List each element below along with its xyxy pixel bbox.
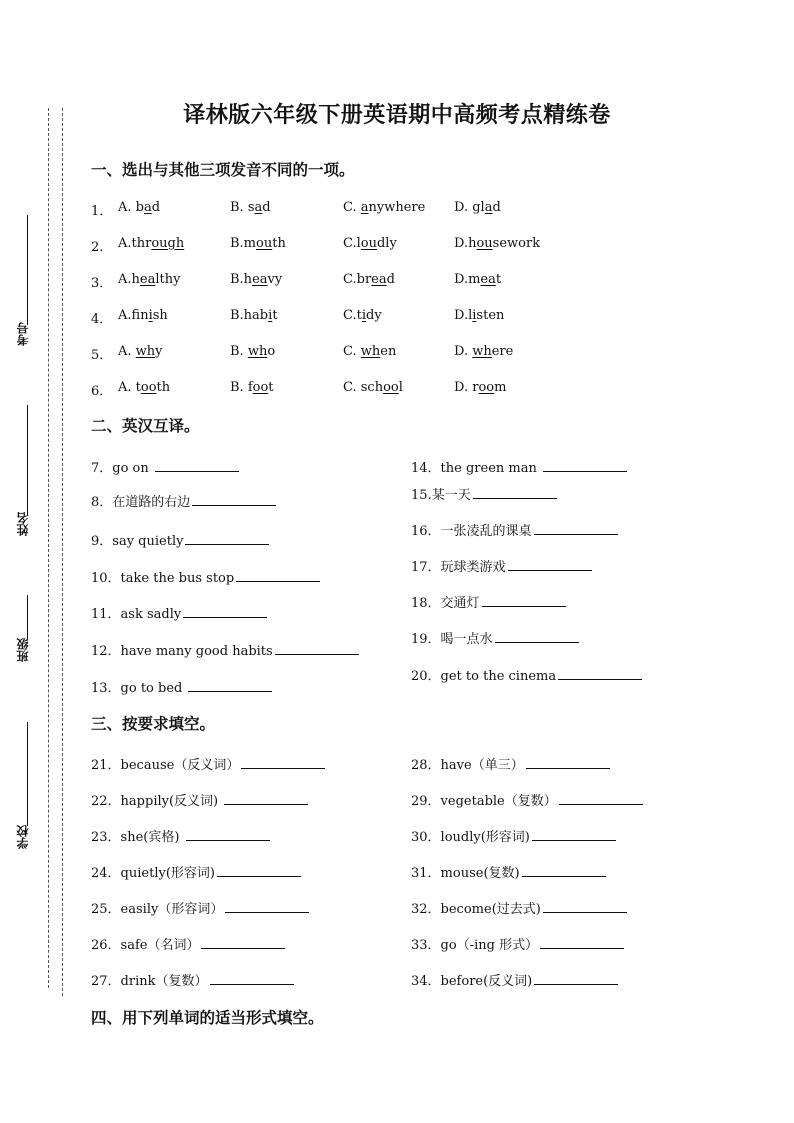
underlined-letters: ea — [480, 272, 496, 287]
question-number: 8． — [91, 495, 113, 510]
question-text: loudly(形容词) — [440, 830, 530, 845]
question-number: 7． — [91, 461, 113, 476]
section2-heading: 二、英汉互译。 — [91, 417, 200, 435]
question-number: 34． — [411, 974, 441, 989]
answer-blank — [192, 494, 276, 506]
underlined-letters: oo — [383, 380, 399, 395]
question-text: take the bus stop — [120, 571, 235, 586]
option: C. school — [343, 380, 403, 395]
option: C.loudly — [343, 236, 397, 251]
underlined-letters: ou — [476, 236, 493, 251]
question-text: before(反义词) — [440, 974, 533, 989]
underlined-letters: a — [143, 200, 152, 215]
question-text: 玩球类游戏 — [440, 560, 506, 575]
question-text: go on — [112, 461, 153, 476]
underlined-letters: ea — [371, 272, 387, 287]
answer-blank — [532, 829, 616, 841]
option: A. why — [118, 344, 163, 359]
answer-blank — [508, 559, 592, 571]
option: D.housework — [454, 236, 541, 251]
option: C. anywhere — [343, 200, 426, 215]
underlined-letters: i — [472, 308, 477, 323]
question-number: 6． — [91, 384, 113, 399]
name-line — [27, 405, 28, 515]
question-number: 17． — [411, 560, 441, 575]
question-number: 16． — [411, 524, 441, 539]
underlined-letters: wh — [247, 344, 268, 359]
option: C. when — [343, 344, 397, 359]
underlined-letters: oo — [140, 380, 157, 395]
question-item — [91, 898, 309, 917]
question-number: 23． — [91, 830, 121, 845]
question-text: get to the cinema — [440, 669, 557, 684]
answer-blank — [275, 643, 359, 655]
school-line — [27, 722, 28, 826]
section4-heading: 四、用下列单词的适当形式填空。 — [91, 1009, 324, 1027]
question-number: 24． — [91, 866, 121, 881]
question-number: 3． — [91, 276, 113, 291]
question-item — [411, 628, 579, 647]
question-item — [411, 484, 557, 503]
option: D. room — [454, 380, 507, 395]
option: B. sad — [230, 200, 271, 215]
question-number: 31． — [411, 866, 441, 881]
exam-number-label: 考号 — [16, 322, 30, 346]
question-item — [411, 592, 566, 611]
question-number: 33． — [411, 938, 441, 953]
question-item — [91, 754, 325, 773]
answer-blank — [236, 570, 320, 582]
question-number: 19． — [411, 632, 441, 647]
question-number: 11． — [91, 607, 121, 622]
answer-blank — [241, 757, 325, 769]
question-text: ask sadly — [120, 607, 182, 622]
question-number: 10． — [91, 571, 121, 586]
answer-blank — [559, 793, 643, 805]
question-item — [91, 826, 270, 845]
option: B.habit — [230, 308, 278, 323]
question-number: 27． — [91, 974, 121, 989]
question-number: 1． — [91, 204, 113, 219]
question-item — [91, 491, 276, 510]
question-text: mouse(复数) — [440, 866, 520, 881]
question-number: 12． — [91, 644, 121, 659]
question-item — [411, 520, 618, 539]
answer-blank — [522, 865, 606, 877]
option: D. glad — [454, 200, 501, 215]
option: D. where — [454, 344, 514, 359]
question-number: 18． — [411, 596, 441, 611]
question-text: drink（复数） — [120, 974, 208, 989]
answer-blank — [217, 865, 301, 877]
question-text: have（单三） — [440, 758, 524, 773]
question-text: happily(反义词) — [120, 794, 223, 809]
question-text: say quietly — [112, 534, 184, 549]
question-item — [411, 862, 606, 881]
question-text: 喝一点水 — [440, 632, 493, 647]
question-number: 28． — [411, 758, 441, 773]
answer-blank — [201, 937, 285, 949]
question-item — [411, 665, 642, 684]
question-text: easily（形容词） — [120, 902, 224, 917]
answer-blank — [534, 523, 618, 535]
underlined-letters: ou — [360, 236, 377, 251]
underlined-letters: ea — [139, 272, 156, 287]
binding-line-inner — [62, 108, 63, 996]
answer-blank — [526, 757, 610, 769]
question-text: 在道路的右边 — [112, 495, 191, 510]
underlined-letters: i — [268, 308, 273, 323]
question-number: 26． — [91, 938, 121, 953]
option: A.healthy — [118, 272, 181, 287]
answer-blank — [495, 631, 579, 643]
underlined-letters: a — [254, 200, 263, 215]
answer-blank — [534, 973, 618, 985]
question-item — [91, 457, 239, 476]
answer-blank — [155, 460, 239, 472]
question-number: 32． — [411, 902, 441, 917]
question-text: 某一天 — [431, 488, 471, 503]
exam-number-line — [27, 215, 28, 325]
question-text: go to bed — [120, 681, 187, 696]
underlined-letters: wh — [360, 344, 381, 359]
question-number: 9． — [91, 534, 113, 549]
answer-blank — [225, 901, 309, 913]
answer-blank — [482, 595, 566, 607]
question-number: 13． — [91, 681, 121, 696]
option: A.finish — [118, 308, 168, 323]
question-number: 22． — [91, 794, 121, 809]
option: B. foot — [230, 380, 274, 395]
option: D.listen — [454, 308, 505, 323]
option: B.mouth — [230, 236, 286, 251]
question-item — [411, 826, 616, 845]
answer-blank — [473, 487, 557, 499]
underlined-letters: a — [360, 200, 369, 215]
answer-blank — [558, 668, 642, 680]
question-text: 一张凌乱的课桌 — [440, 524, 532, 539]
answer-blank — [188, 680, 272, 692]
class-line — [27, 595, 28, 639]
question-text: go（-ing 形式） — [440, 938, 539, 953]
answer-blank — [540, 937, 624, 949]
underlined-letters: i — [148, 308, 153, 323]
question-item — [411, 970, 618, 989]
underlined-letters: oo — [478, 380, 495, 395]
question-item — [91, 934, 285, 953]
question-number: 21． — [91, 758, 121, 773]
name-label: 姓名 — [16, 512, 30, 536]
question-text: she(宾格) — [120, 830, 184, 845]
answer-blank — [210, 973, 294, 985]
answer-blank — [183, 606, 267, 618]
underlined-letters: a — [484, 200, 493, 215]
question-item — [411, 457, 627, 476]
question-text: have many good habits — [120, 644, 273, 659]
question-number: 5． — [91, 348, 113, 363]
question-item — [411, 790, 643, 809]
option: C.bread — [343, 272, 395, 287]
question-item — [91, 970, 294, 989]
class-label: 班级 — [16, 638, 30, 662]
option: B. who — [230, 344, 276, 359]
underlined-letters: ea — [252, 272, 268, 287]
option: A. bad — [118, 200, 161, 215]
question-text: quietly(形容词) — [120, 866, 215, 881]
question-number: 29． — [411, 794, 441, 809]
question-text: because（反义词） — [120, 758, 240, 773]
question-number: 14． — [411, 461, 441, 476]
option: B.heavy — [230, 272, 283, 287]
question-item — [91, 862, 301, 881]
question-text: 交通灯 — [440, 596, 480, 611]
question-item — [411, 898, 627, 917]
underlined-letters: ough — [151, 236, 185, 251]
question-item — [91, 790, 308, 809]
question-number: 4． — [91, 312, 113, 327]
answer-blank — [186, 829, 270, 841]
school-label: 学校 — [16, 825, 30, 849]
underlined-letters: ou — [256, 236, 273, 251]
binding-line-outer — [48, 108, 49, 988]
question-item — [91, 530, 269, 549]
question-item — [91, 640, 359, 659]
question-text: become(过去式) — [440, 902, 541, 917]
underlined-letters: i — [361, 308, 367, 323]
question-text: safe（名词） — [120, 938, 200, 953]
question-number: 20． — [411, 669, 441, 684]
question-item — [411, 754, 610, 773]
question-item — [91, 603, 267, 622]
option: C.tidy — [343, 308, 382, 323]
question-item — [91, 567, 320, 586]
question-number: 30． — [411, 830, 441, 845]
question-number: 25． — [91, 902, 121, 917]
underlined-letters: oo — [252, 380, 269, 395]
option: A. tooth — [118, 380, 171, 395]
answer-blank — [185, 533, 269, 545]
question-text: the green man — [440, 461, 541, 476]
question-text: vegetable（复数） — [440, 794, 557, 809]
question-number: 2． — [91, 240, 113, 255]
underlined-letters: wh — [472, 344, 492, 359]
answer-blank — [224, 793, 308, 805]
underlined-letters: wh — [135, 344, 156, 359]
section3-heading: 三、按要求填空。 — [91, 715, 216, 733]
page-title: 译林版六年级下册英语期中高频考点精练卷 — [183, 103, 611, 128]
answer-blank — [543, 901, 627, 913]
question-item — [411, 556, 592, 575]
section1-heading: 一、选出与其他三项发音不同的一项。 — [91, 161, 355, 179]
question-number: 15. — [411, 488, 432, 503]
option: A.through — [118, 236, 185, 251]
question-item — [411, 934, 624, 953]
option: D.meat — [454, 272, 502, 287]
answer-blank — [543, 460, 627, 472]
question-item — [91, 677, 272, 696]
